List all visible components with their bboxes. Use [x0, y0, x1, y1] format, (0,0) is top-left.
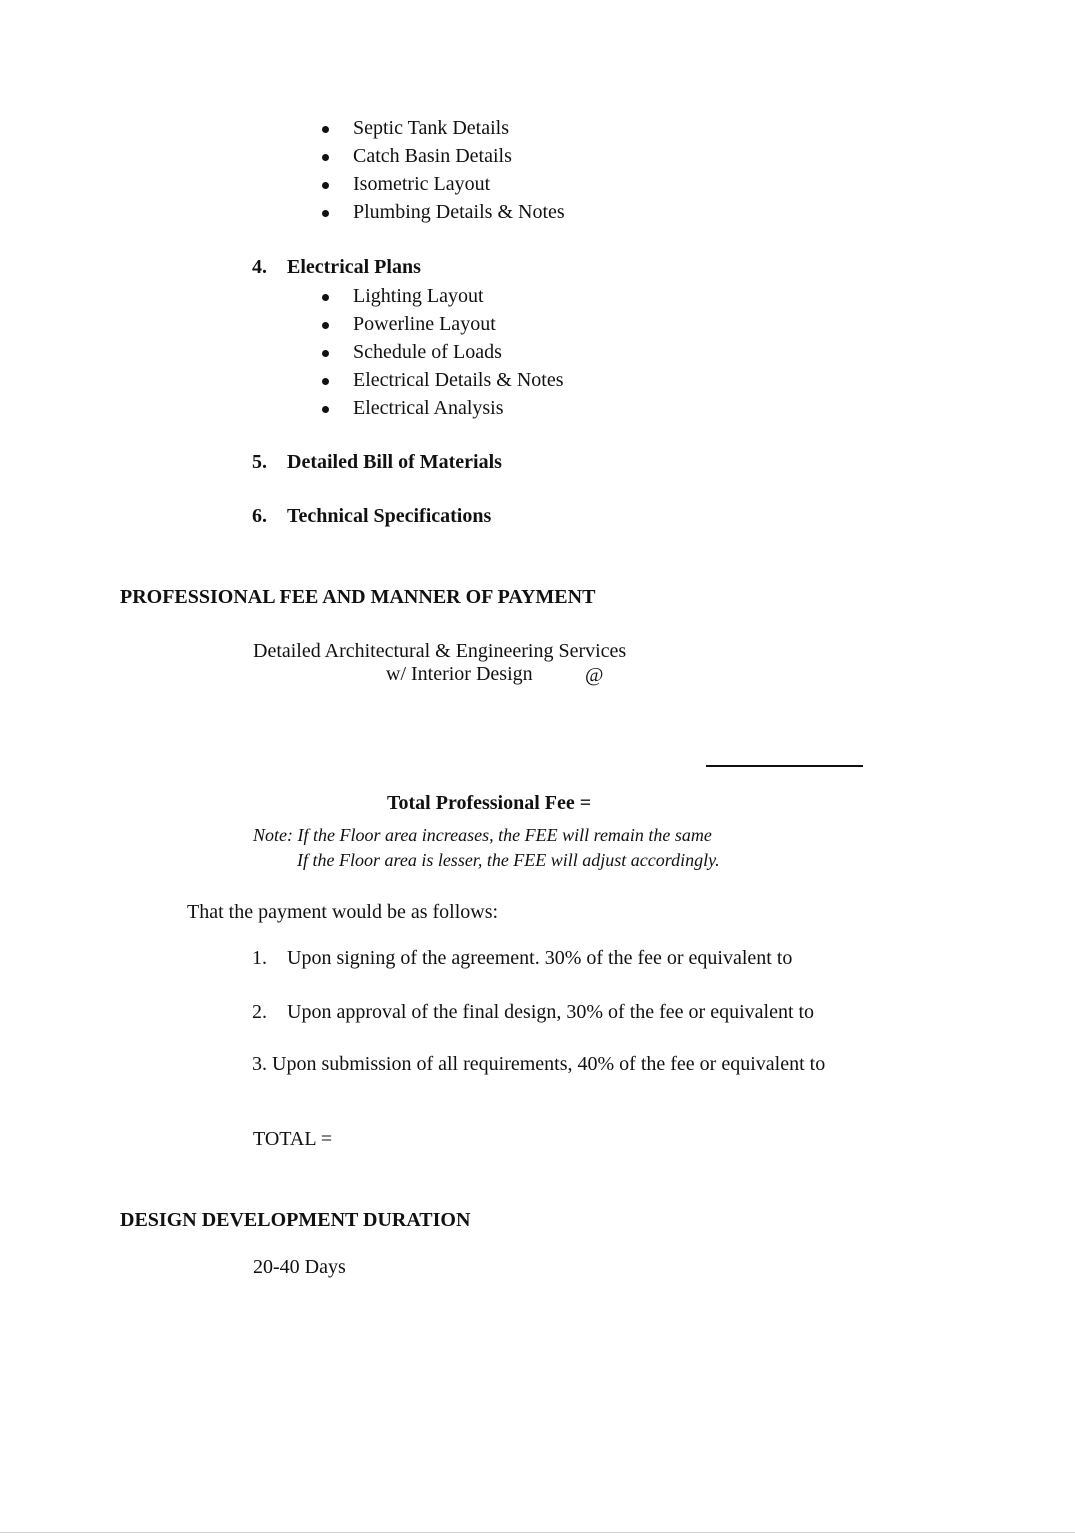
payment-item-text: 3. Upon submission of all requirements, 40% of the fee or equivalent to	[252, 1053, 826, 1075]
section-heading: DESIGN DEVELOPMENT DURATION	[120, 1209, 471, 1231]
payment-item-text: Upon approval of the final design, 30% of the fee or equivalent to	[287, 1001, 815, 1023]
bullet-icon	[322, 294, 329, 301]
section-title: Detailed Bill of Materials	[287, 451, 502, 473]
bullet-icon	[322, 350, 329, 357]
list-item: Isometric Layout	[353, 173, 491, 195]
payment-item-number: 1.	[252, 947, 267, 969]
bullet-icon	[322, 182, 329, 189]
bullet-icon	[322, 210, 329, 217]
section-title: Electrical Plans	[287, 256, 421, 278]
section-heading: PROFESSIONAL FEE AND MANNER OF PAYMENT	[120, 586, 596, 608]
bullet-icon	[322, 126, 329, 133]
list-item: Electrical Analysis	[353, 397, 504, 419]
list-item: Plumbing Details & Notes	[353, 201, 565, 223]
list-item: Lighting Layout	[353, 285, 484, 307]
fee-note-line-2: If the Floor area is lesser, the FEE will adjust accordingly.	[297, 850, 720, 870]
payment-total-label: TOTAL =	[253, 1128, 333, 1150]
service-description-continued: w/ Interior Design	[386, 663, 533, 685]
list-item: Septic Tank Details	[353, 117, 509, 139]
bullet-icon	[322, 154, 329, 161]
section-title: Technical Specifications	[287, 505, 492, 527]
bullet-icon	[322, 322, 329, 329]
list-item: Powerline Layout	[353, 313, 496, 335]
list-item: Catch Basin Details	[353, 145, 512, 167]
section-number: 6.	[252, 505, 267, 527]
total-professional-fee-label: Total Professional Fee =	[387, 792, 592, 814]
amount-underline	[706, 765, 863, 767]
list-item: Schedule of Loads	[353, 341, 502, 363]
service-description: Detailed Architectural & Engineering Services	[253, 640, 627, 662]
at-symbol: @	[585, 664, 604, 686]
fee-note-line-1: Note: If the Floor area increases, the FEE will remain the same	[253, 825, 712, 845]
payment-item-number: 2.	[252, 1001, 267, 1023]
duration-value: 20-40 Days	[253, 1256, 346, 1278]
payment-intro: That the payment would be as follows:	[187, 901, 499, 923]
page-edge-divider	[0, 1532, 1075, 1533]
section-number: 5.	[252, 451, 267, 473]
payment-item-text: Upon signing of the agreement. 30% of the fee or equivalent to	[287, 947, 793, 969]
section-number: 4.	[252, 256, 267, 278]
bullet-icon	[322, 378, 329, 385]
list-item: Electrical Details & Notes	[353, 369, 564, 391]
bullet-icon	[322, 406, 329, 413]
